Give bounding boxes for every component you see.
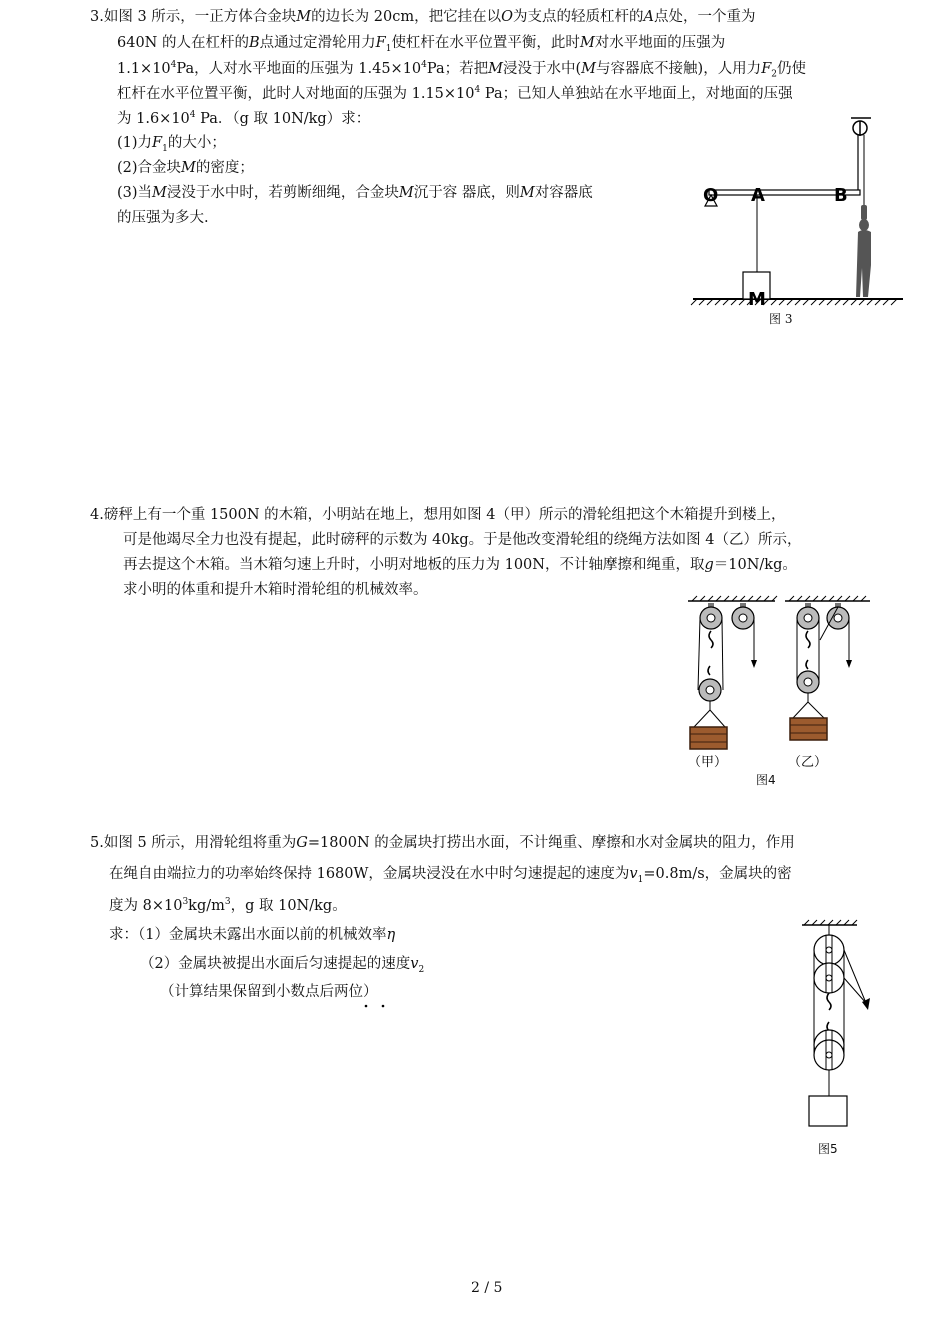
figure4-label-jia: （甲）: [688, 755, 728, 770]
problem5-ask: 求：（1）金属块未露出水面以前的机械效率η: [109, 927, 396, 943]
problem3-line2: 640N 的人在杠杆的B点通过定滑轮用力$F_1$使杠杆在水平位置平衡，此时M对水平地面的压强为: [117, 35, 726, 54]
problem5-line2: 在绳自由端拉力的功率始终保持 1680W，金属块浸没在水中时匀速提起的速度为$v_1=0.8m/s$，金属块的密: [109, 866, 792, 885]
problem3-question2: (2)合金块M的密度；: [117, 160, 254, 176]
problem3-question3-cont: 的压强为多大.: [117, 210, 209, 226]
figure4-label-yi: （乙）: [788, 755, 828, 770]
label-m: M: [748, 289, 766, 310]
label-b: B: [834, 185, 848, 206]
problem5-line3: 度为 $8\times 10^3kg/m^3$，g 取 10N/kg。: [109, 897, 347, 914]
problem3-line4: 杠杆在水平位置平衡，此时人对地面的压强为 $1.15\times 10^4$ Pa；已知人单独站在水平地面上，对地面的压强: [117, 85, 793, 102]
problem4-line4: 求小明的体重和提升木箱时滑轮组的机械效率。: [123, 582, 428, 598]
figure3-caption: 图 3: [769, 312, 793, 326]
figure5-caption: 图5: [818, 1142, 838, 1156]
problem4-line2: 可是他竭尽全力也没有提起，此时磅秤的示数为 40kg。于是他改变滑轮组的绕绳方法如图 4（乙）所示，: [123, 532, 802, 548]
problem5-note: （计算结果保留到小数点后两位）: [160, 984, 378, 1000]
problem3-line3: $1.1\times 10^4Pa$，人对水平地面的压强为 $1.45\times 10^4Pa$；若把M浸没于水中(M与容器底不接触)，人用力$F_2$仍使: [117, 60, 806, 80]
problem4-line1: 4.磅秤上有一个重 1500N 的木箱，小明站在地上，想用如图 4（甲）所示的滑轮组把这个木箱提升到楼上，: [90, 507, 786, 523]
problem3-question1: (1)力$F_1$的大小；: [117, 135, 226, 154]
label-a: A: [751, 185, 765, 206]
problem3-line5: 为 $1.6\times 10^4$ Pa．（g 取 10N/kg）求：: [117, 110, 371, 127]
label-o: O: [703, 185, 719, 206]
problem3-question3: (3)当M浸没于水中时，若剪断细绳，合金块M沉于容 器底，则M对容器底: [117, 185, 593, 201]
metal-block: [809, 1096, 847, 1126]
problem4-line3: 再去提这个木箱。当木箱匀速上升时，小明对地板的压力为 100N，不计轴摩擦和绳重，取g＝10N/kg。: [123, 557, 797, 573]
problem5-line1: 5.如图 5 所示，用滑轮组将重为G=1800N 的金属块打捞出水面，不计绳重、摩擦和水对金属块的阻力，作用: [90, 835, 795, 851]
figure4-caption: 图4: [756, 773, 776, 787]
problem3-line1: 3.如图 3 所示，一正方体合金块M的边长为 20cm，把它挂在以O为支点的轻质杠杆的A点处，一个重为: [90, 9, 756, 25]
page-number: 2 / 5: [471, 1280, 503, 1296]
problem5-question2: （2）金属块被提出水面后匀速提起的速度$v_2$: [140, 956, 425, 975]
